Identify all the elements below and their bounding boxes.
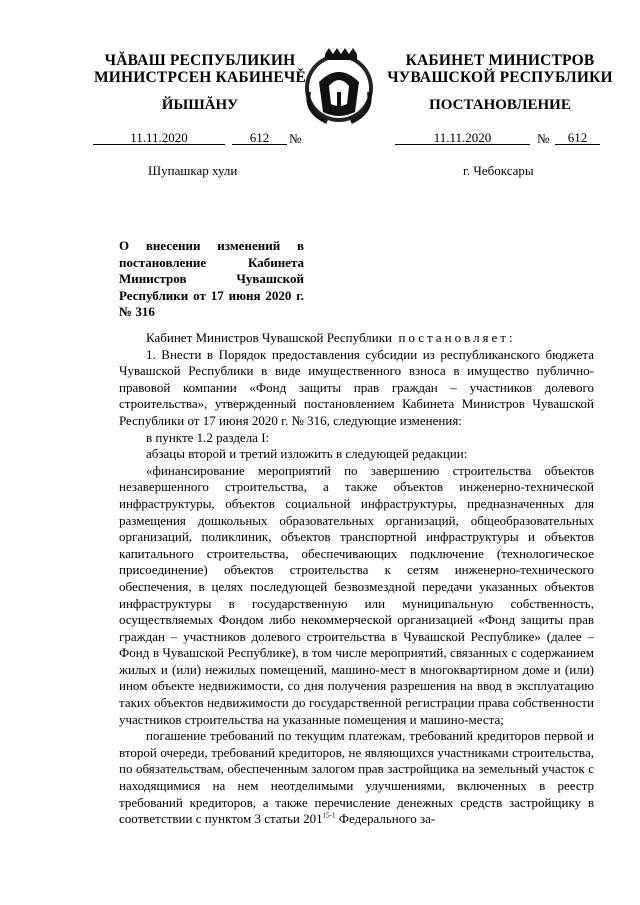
paragraph-2: в пункте 1.2 раздела I: — [146, 429, 270, 445]
paragraph-3: абзацы второй и третий изложить в следующей редакции: — [146, 446, 468, 462]
header-right-org — [385, 52, 615, 86]
paragraph-5-tail: Федерального за- — [335, 811, 436, 827]
document-title: О внесении изменений в постановление Кабинета Министров Чувашской Республики от 17 июня 2020 г. № 316 — [119, 238, 304, 319]
paragraph-5-sup: 15-1 — [322, 811, 336, 820]
left-date: 11.11.2020 — [93, 131, 225, 145]
header-right-line2: ЧУВАШСКОЙ РЕСПУБЛИКИ — [387, 69, 613, 86]
header-left-doctype: ЙЫШĂНУ — [161, 97, 239, 113]
header-right-line1: КАБИНЕТ МИНИСТРОВ — [405, 52, 595, 69]
intro-verb: постановляет: — [398, 330, 516, 345]
header-right-doctype: ПОСТАНОВЛЕНИЕ — [429, 97, 571, 113]
header-left-org — [85, 52, 315, 86]
document-body — [119, 330, 594, 828]
left-no-sign: № — [289, 131, 302, 146]
right-place: г. Чебоксары — [463, 163, 534, 178]
right-number: 612 — [555, 131, 600, 145]
paragraph-4: «финансирование мероприятий по завершению строительства объектов незавершенного строительства, а также объектов инженерно-технической инфраструктуры, объектов социальной инфраструктуры, предназначенных для размещения дошкольных образовательных организаций, общеобразовательных организаций, поликлиник, объектов транспортной инфраструктуры и объектов капитального строительства, обеспечивающих подключение (технологическое присоединение) объектов строительства к сетям инженерно-технического обеспечения, в целях последующей безвозмездной передачи указанных объектов инфраструктуры в государственную или муниципальную собственность, осуществляемых Фондом либо некоммерческой организацией «Фонд защиты прав граждан – участников долевого строительства в Чувашской Республике» (далее – Фонд в Чувашской Республике), в том числе мероприятий, связанных с содержанием жилых и (или) нежилых помещений, машино-мест в многоквартирном доме и (или) ином объекте недвижимости, со дня получения разрешения на ввод в эксплуатацию таких объектов недвижимости до государственной регистрации права собственности участников строительства на указанные помещения и машино-места; — [119, 462, 594, 727]
intro-lead: Кабинет Министров Чувашской Республики — [146, 330, 392, 345]
paragraph-5-main: погашение требований по текущим платежам, требований кредиторов первой и второй очереди, требований кредиторов, не являющихся участниками строительства, по обязательствам, обеспеченным залогом прав застройщика на земельный участок с находящимися на нем неотделимыми улучшениями, включенных в реестр требований кредиторов, а также перечисление денежных средств застройщику в соответствии с пунктом 3 статьи 201 — [119, 728, 594, 827]
paragraph-1: 1. Внести в Порядок предоставления субсидии из республиканского бюджета Чувашской Республики в виде имущественного взноса в имущество публично-правовой компании «Фонд защиты прав граждан – участников долевого строительства», утвержденный постановлением Кабинета Министров Чувашской Республики от 17 июня 2020 г. № 316, следующие изменения: — [119, 346, 594, 428]
left-number: 612 — [232, 131, 287, 145]
right-date: 11.11.2020 — [395, 131, 530, 145]
header-left-line1: ЧĂВАШ РЕСПУБЛИКИН — [104, 52, 296, 69]
right-no-sign: № — [537, 131, 550, 146]
paragraph-5 — [119, 728, 594, 828]
intro-paragraph — [119, 330, 594, 347]
left-place: Шупашкар хули — [148, 163, 238, 178]
coat-of-arms-icon — [297, 42, 381, 126]
header-left-line2: МИНИСТРСЕН КАБИНЕЧĚ — [93, 69, 307, 86]
